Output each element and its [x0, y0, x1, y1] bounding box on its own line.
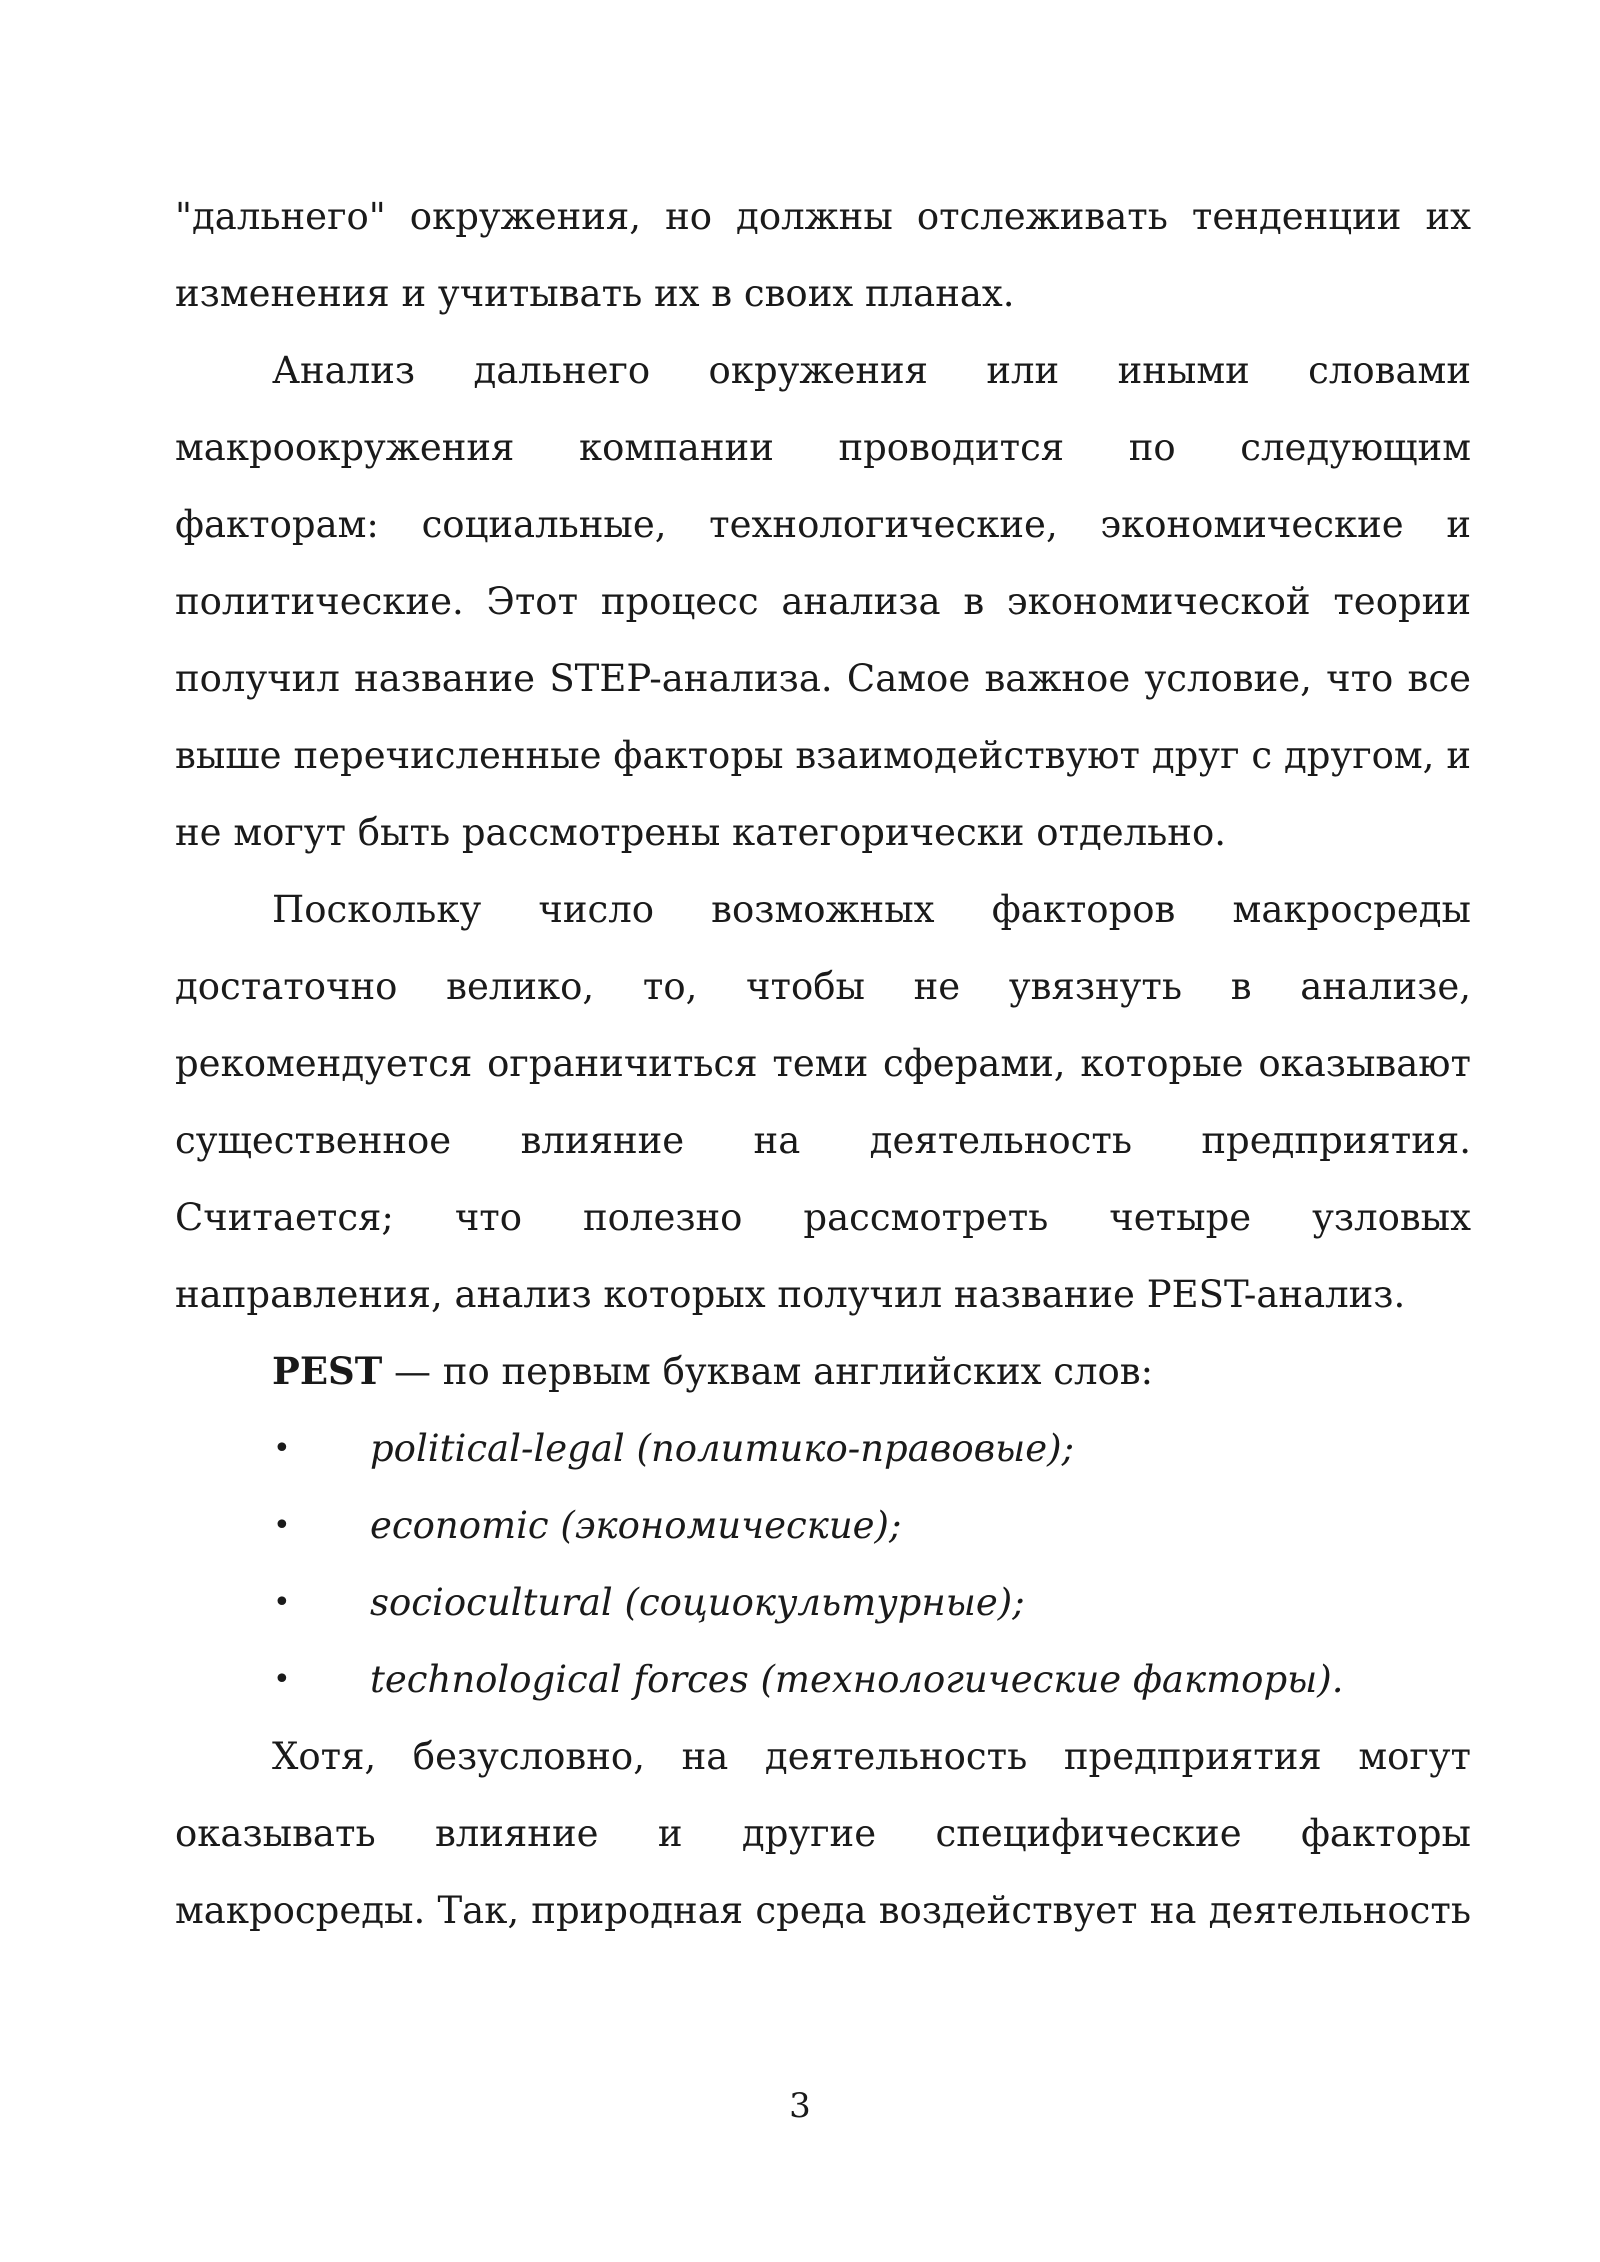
list-item-text: economic (экономические);	[370, 1504, 902, 1547]
list-item-text: sociocultural (социокультурные);	[370, 1581, 1025, 1624]
document-page	[175, 178, 1471, 1949]
pest-factor-list	[175, 1410, 1471, 1718]
pest-definition: — по первым буквам английских слов:	[382, 1350, 1154, 1393]
pest-term: PEST	[272, 1349, 383, 1393]
list-item	[175, 1410, 1471, 1487]
paragraph-4: Хотя, безусловно, на деятельность предприятия могут оказывать влияние и другие специфические факторы макросреды. Так, природная среда воздействует на деятельность	[175, 1735, 1471, 1932]
list-item	[175, 1641, 1471, 1718]
page-number: 3	[789, 2086, 811, 2126]
bullet-icon: •	[273, 1662, 291, 1697]
paragraph-2: Анализ дальнего окружения или иными словами макроокружения компании проводится по следующим факторам: социальные, технологические, экономические и политические. Этот процесс анализа в экономической теории получил название STEP-анализа. Самое важное условие, что все выше перечисленные факторы взаимодействуют друг с другом, и не могут быть рассмотрены категорически отдельно.	[175, 349, 1471, 854]
list-item-text: political-legal (политико-правовые);	[370, 1427, 1075, 1470]
paragraph-3: Поскольку число возможных факторов макросреды достаточно велико, то, чтобы не увязнуть в анализе, рекомендуется ограничиться теми сферами, которые оказывают существенное влияние на деятельность предприятия. Считается; что полезно рассмотреть четыре узловых направления, анализ которых получил название PEST-анализ.	[175, 888, 1471, 1316]
bullet-icon: •	[273, 1431, 291, 1466]
list-item	[175, 1487, 1471, 1564]
list-item-text: technological forces (технологические факторы).	[370, 1658, 1344, 1701]
bullet-icon: •	[273, 1508, 291, 1543]
list-item	[175, 1564, 1471, 1641]
bullet-icon: •	[273, 1585, 291, 1620]
paragraph-1: "дальнего" окружения, но должны отслеживать тенденции их изменения и учитывать их в своих планах.	[175, 195, 1471, 315]
pest-definition-line	[175, 1333, 1471, 1410]
